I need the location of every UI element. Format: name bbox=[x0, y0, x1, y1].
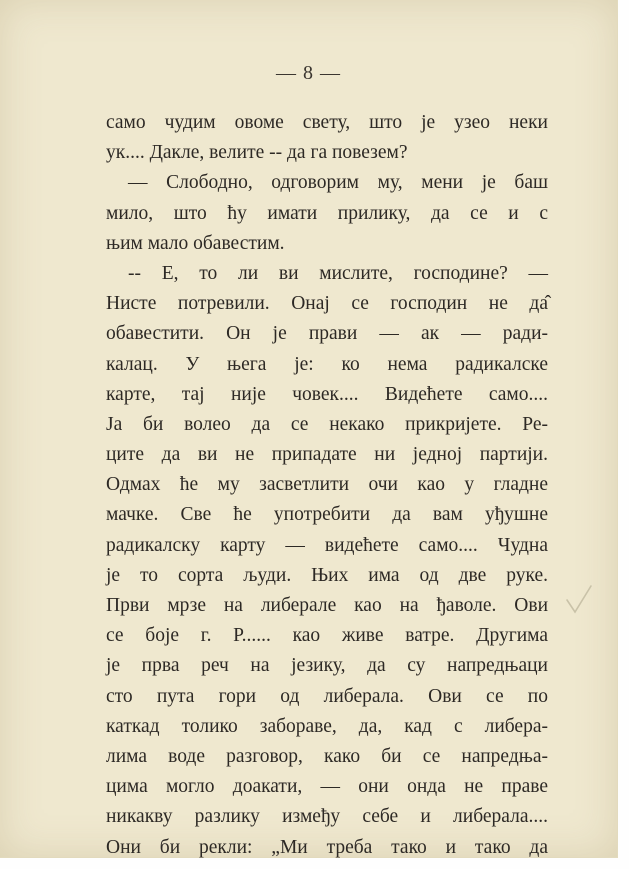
text-line: карте, тај није човек.... Видећете само.... bbox=[106, 383, 548, 405]
text-line: је прва реч на језику, да су напредњаци bbox=[106, 655, 548, 677]
text-line: -- Е, то ли ви мислите, господине? — bbox=[128, 262, 548, 284]
text-line: сто пута гори од либерала. Ови се по bbox=[106, 685, 548, 707]
text-line: њим мало обавестим. bbox=[106, 232, 285, 254]
text-line: мило, што ћу имати прилику, да се и с bbox=[106, 202, 548, 224]
text-line: — Слободно, одговорим му, мени је баш bbox=[128, 172, 548, 194]
pencil-checkmark-icon bbox=[565, 584, 593, 616]
text-line: каткад толико забораве, да, кад с либера- bbox=[106, 715, 548, 737]
text-line: Први мрзе на либерале као на ђаволе. Ови bbox=[106, 595, 548, 616]
text-line: Ја би волео да се некако прикријете. Ре- bbox=[106, 413, 548, 435]
text-line: ук.... Дакле, велите -- да га повезем? bbox=[106, 142, 408, 164]
text-line: цима могло доакати, — они онда не праве bbox=[106, 776, 548, 798]
text-line: је то сорта људи. Њих има од две руке. bbox=[106, 564, 548, 586]
text-line: никакву разлику између себе и либерала.... bbox=[106, 806, 548, 828]
text-line: Они би рекли: „Ми треба тако и тако да bbox=[106, 836, 548, 858]
text-line: се боје г. Р...... као живе ватре. Другима bbox=[106, 625, 548, 647]
text-line: ците да ви не припадате ни једној партији. bbox=[106, 444, 548, 466]
text-line: Нисте потревили. Онај се господин не да̂ bbox=[106, 293, 548, 315]
text-line: обавестити. Он је прави — ак — ради- bbox=[106, 323, 548, 345]
text-line: мачке. Све ће употребити да вам уђушне bbox=[106, 504, 548, 526]
text-line: лима воде разговор, како би се напредња- bbox=[106, 745, 548, 767]
text-line: калац. У њега је: ко нема радикалске bbox=[106, 353, 548, 375]
body-text bbox=[106, 108, 548, 863]
text-line: радикалску карту — видећете само.... Чудна bbox=[106, 534, 548, 556]
page-number: — 8 — bbox=[276, 62, 341, 84]
text-line: само чудим овоме свету, што је узео неки bbox=[106, 112, 548, 133]
text-line: Одмах ће му засветлити очи као у гладне bbox=[106, 474, 548, 496]
